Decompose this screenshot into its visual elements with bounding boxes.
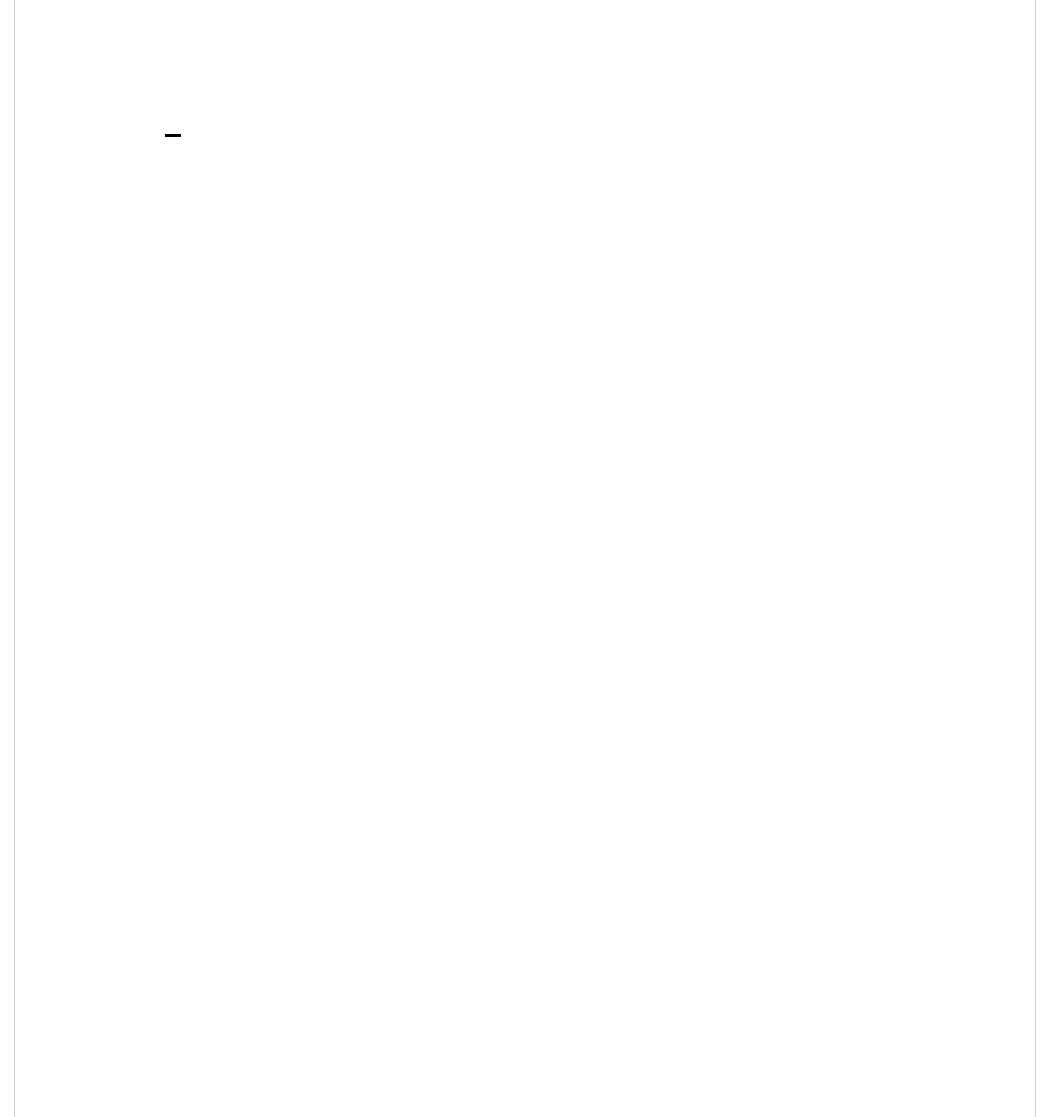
time-signature-bar (165, 134, 181, 137)
footer (820, 1070, 840, 1090)
tempo-marking (86, 168, 106, 197)
right-watermark-strip (1035, 0, 1050, 1117)
left-watermark-strip (0, 0, 15, 1117)
